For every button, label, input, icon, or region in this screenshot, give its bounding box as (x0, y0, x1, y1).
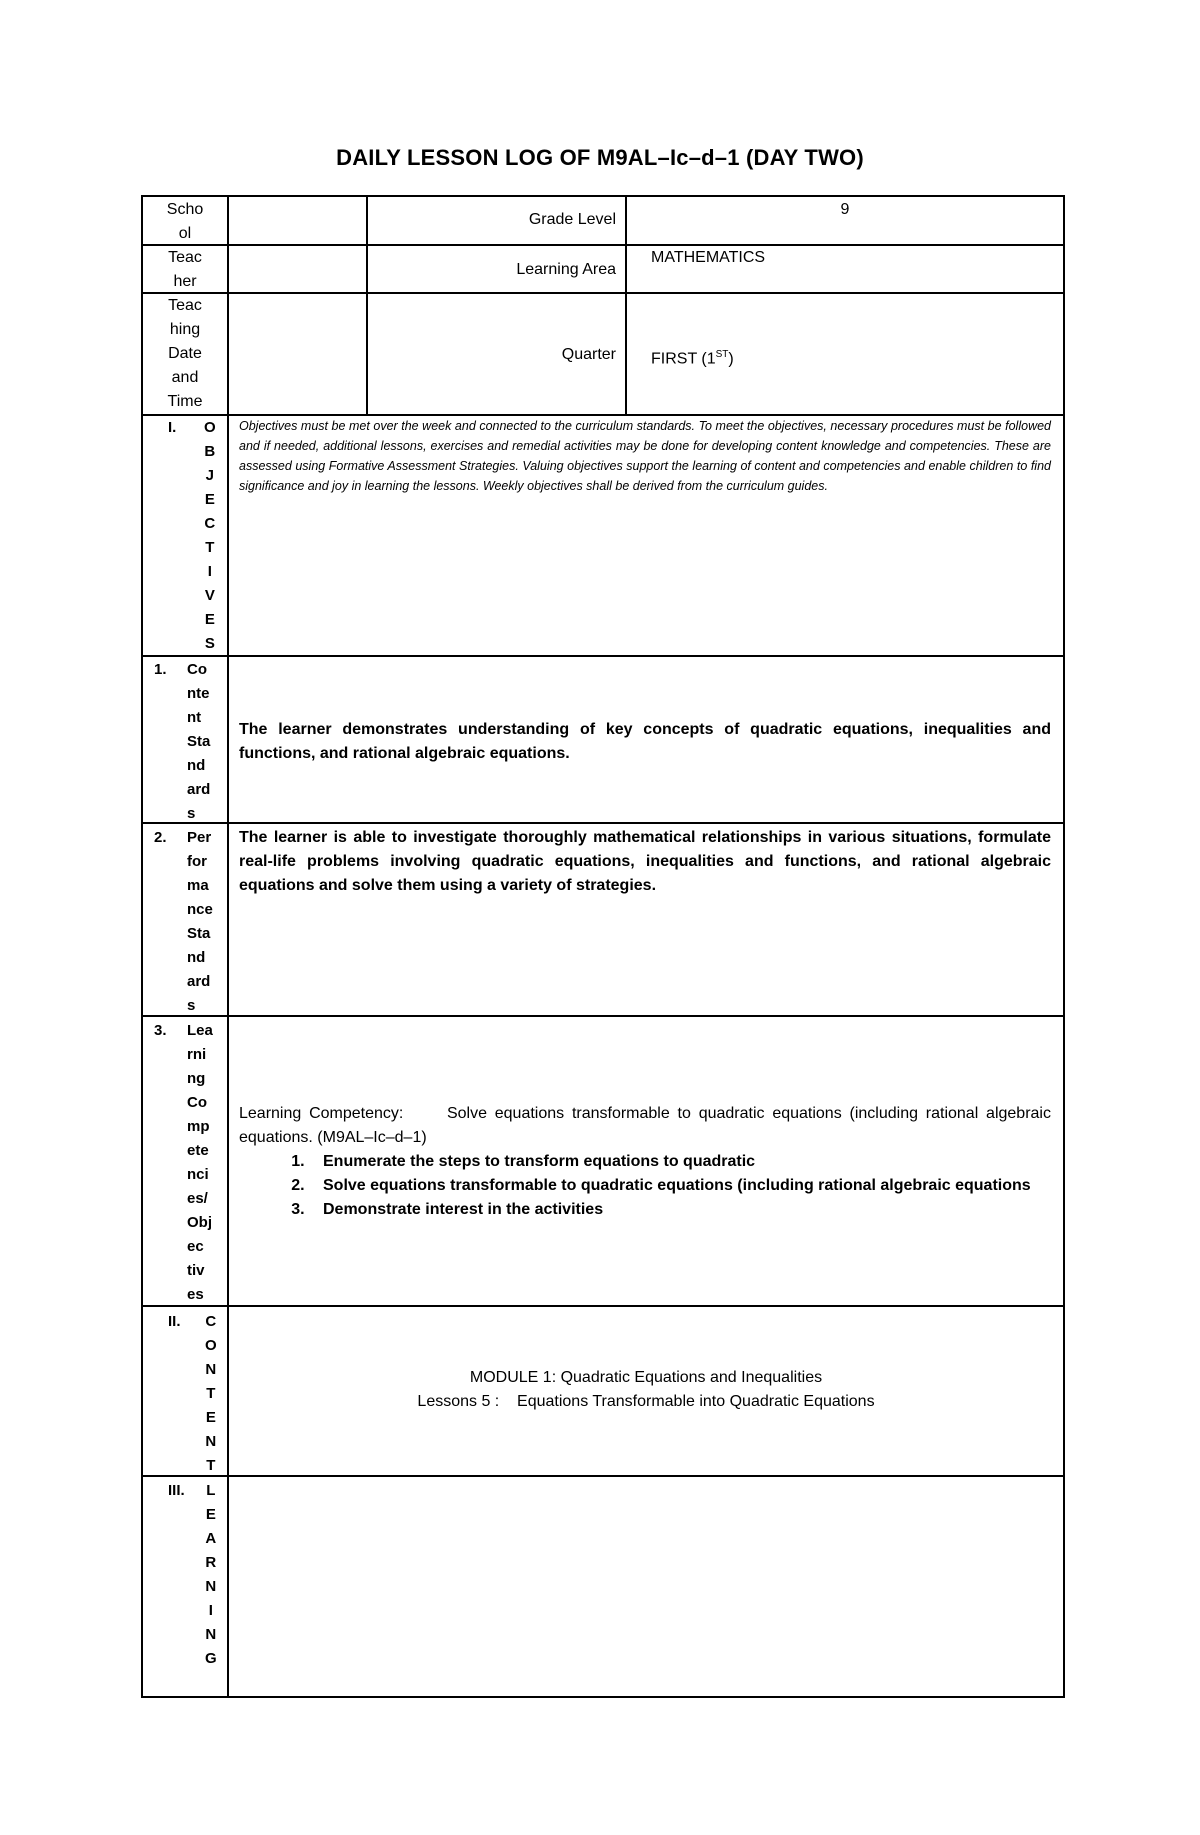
list-item: 3. Demonstrate interest in the activities (309, 1198, 1051, 1222)
table-border-top (141, 195, 1065, 197)
learning-area-value: MATHEMATICS (651, 249, 766, 266)
date-time-label: Teac hing Date and Time (167, 297, 203, 410)
row-divider (141, 1015, 1065, 1017)
grade-level-label: Grade Level (528, 211, 616, 228)
learning-competencies-number: 3. (154, 1022, 167, 1039)
learning-competency-label: Learning Competency: (239, 1105, 404, 1122)
column-divider (227, 195, 229, 1698)
row-divider (141, 292, 1065, 294)
table-border-right (1063, 195, 1065, 1698)
learning-number: III. (168, 1482, 185, 1499)
content-module: MODULE 1: Quadratic Equations and Inequalities (469, 1369, 823, 1386)
learning-competency-text: Solve equations transformable to quadratic equations (including rational algebraic equations. (M9AL–Ic–d–1) (239, 1105, 1051, 1146)
school-label: Scho ol (166, 201, 204, 242)
row-divider (141, 1305, 1065, 1307)
row-divider (141, 655, 1065, 657)
content-label: C O N T E N T (205, 1313, 217, 1474)
table-border-left (141, 195, 143, 1698)
content-standards-label: Co nte nt Sta nd ard s (187, 661, 211, 822)
content-standards-number: 1. (154, 661, 167, 678)
learning-competencies-label: Lea rni ng Co mp ete nci es/ Obj ec tiv es (187, 1022, 213, 1303)
objectives-label: O B J E C T I V E S (204, 419, 216, 652)
learning-competency-paragraph (239, 1102, 1051, 1150)
performance-standards-text: The learner is able to investigate thoroughly mathematical relationships in various situations, formulate real-life problems involving quadratic equations, inequalities and functions, and rational algebraic equations and solve them using a variety of strategies. (239, 829, 1051, 894)
objectives-number: I. (168, 419, 177, 436)
content-number: II. (168, 1313, 181, 1330)
teacher-label: Teac her (168, 249, 202, 290)
learning-competency-block (239, 1102, 1051, 1222)
learning-area-label: Learning Area (516, 261, 616, 278)
row-divider (141, 822, 1065, 824)
quarter-close: ) (728, 350, 734, 368)
content-lesson: Lessons 5 : Equations Transformable into Quadratic Equations (417, 1393, 875, 1410)
row-divider (141, 1475, 1065, 1477)
grade-level-value: 9 (840, 201, 850, 218)
column-divider (625, 195, 627, 416)
page-title: DAILY LESSON LOG OF M9AL–Ic–d–1 (DAY TWO) (336, 145, 864, 170)
quarter-superscript: ST (715, 349, 729, 360)
content-standards-text: The learner demonstrates understanding of key concepts of quadratic equations, inequalities and functions, and rational algebraic equations. (239, 721, 1051, 762)
quarter-text: FIRST (1 (651, 350, 716, 368)
row-divider (141, 244, 1065, 246)
list-item: 1. Enumerate the steps to transform equations to quadratic (309, 1150, 1051, 1174)
objectives-list (239, 1150, 1051, 1222)
quarter-label: Quarter (561, 346, 616, 363)
objectives-description: Objectives must be met over the week and connected to the curriculum standards. To meet the objectives, necessary procedures must be followed and if needed, additional lessons, exercises and remedial activities may be done for developing content knowledge and competencies. These are assessed using Formative Assessment Strategies. Valuing objectives support the learning of content and competencies and enable children to find significance and joy in learning the lessons. Weekly objectives shall be derived from the curriculum guides. (239, 419, 1051, 493)
learning-label: L E A R N I N G (205, 1482, 217, 1667)
table-border-bottom (141, 1696, 1065, 1698)
list-item: 2. Solve equations transformable to quadratic equations (including rational algebraic equations (309, 1174, 1051, 1198)
quarter-value (651, 343, 734, 371)
performance-standards-number: 2. (154, 829, 167, 846)
performance-standards-label: Per for ma nce Sta nd ard s (187, 829, 213, 1014)
